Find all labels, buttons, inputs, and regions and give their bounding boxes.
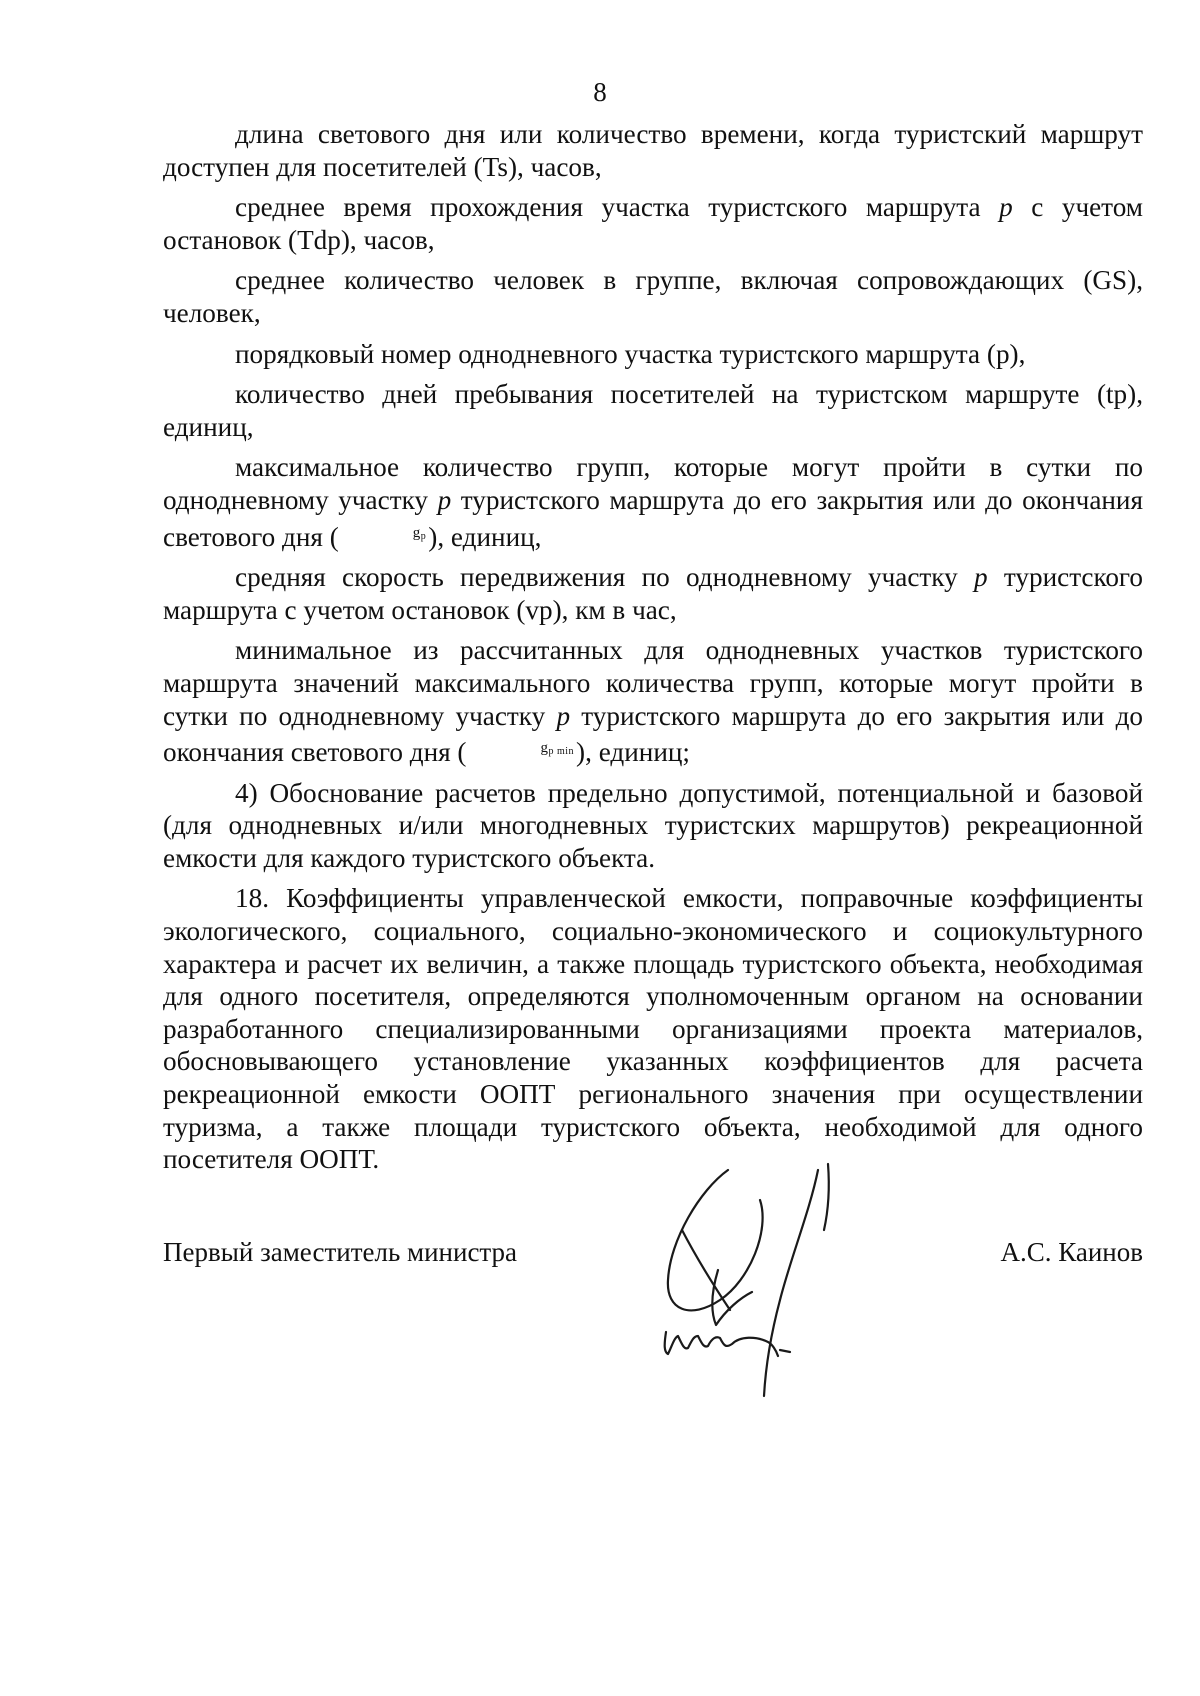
- definition-tp: количество дней пребывания посетителей на туристском маршруте (tp), единиц,: [163, 379, 1143, 442]
- handwritten-signature: [660, 1160, 890, 1400]
- page-number: 8: [593, 77, 607, 107]
- definition-p: порядковый номер однодневного участка туристского маршрута (p),: [235, 338, 1026, 369]
- document-body: [163, 118, 1143, 1176]
- definition-gpmin: минимальное из рассчитанных для однодневных участков туристского маршрута значений максимального количества групп, которые могут пройти в сутки по однодневному участку p туристского маршрута до его закрытия или до окончания светового дня ( $g_{p min}$), единиц;: [163, 635, 1143, 768]
- gp-formula-symbol: $g_p$: [412, 524, 427, 542]
- definition-gs: среднее количество человек в группе, включая сопровождающих (GS), человек,: [163, 265, 1143, 328]
- item-18-paragraph: 18. Коэффициенты управленческой емкости, поправочные коэффициенты экологического, социального, социально-экономического и социокультурного характера и расчет их величин, а также площадь туристского объекта, необходимая для одного посетителя, определяются уполномоченным органом на основании разработанного специализированными организациями проекта материалов, обосновывающего установление указанных коэффициентов для расчета рекреационной емкости ООПТ регионального значения при осуществлении туризма, а также площади туристского объекта, необходимой для одного посетителя ООПТ.: [163, 883, 1143, 1175]
- item-4-paragraph: 4) Обоснование расчетов предельно допустимой, потенциальной и базовой (для однодневных и/или многодневных туристских маршрутов) рекреационной емкости для каждого туристского объекта.: [163, 777, 1143, 873]
- definition-vp: средняя скорость передвижения по однодневному участку p туристского маршрута с учетом остановок (vp), км в час,: [163, 562, 1143, 625]
- signer-name: А.С. Каинов: [1000, 1237, 1143, 1267]
- definition-ts: длина светового дня или количество времени, когда туристский маршрут доступен для посетителей (Ts), часов,: [163, 119, 1143, 182]
- definition-gp: максимальное количество групп, которые могут пройти в сутки по однодневному участку p туристского маршрута до его закрытия или до окончания светового дня ( $g_p$), единиц,: [163, 452, 1143, 552]
- signature-block: [163, 1236, 1143, 1276]
- definition-tdp: среднее время прохождения участка туристского маршрута p с учетом остановок (Tdp), часов,: [163, 192, 1143, 255]
- signer-position: Первый заместитель министра: [163, 1237, 518, 1267]
- gpmin-formula-symbol: $g_{p min}$: [540, 740, 575, 758]
